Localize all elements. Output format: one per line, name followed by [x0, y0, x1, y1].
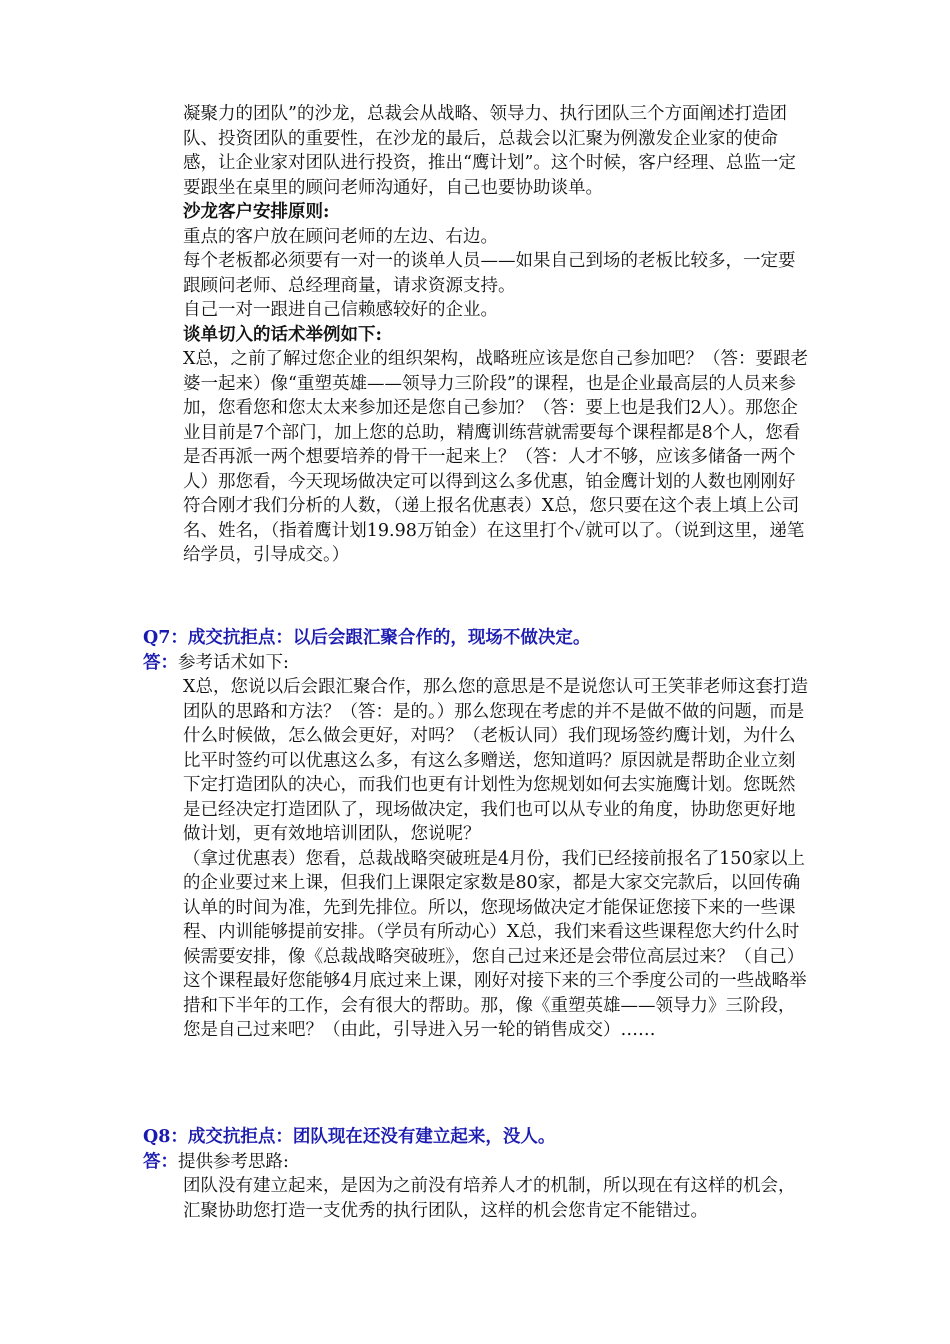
rule-item-2: 每个老板都必须要有一对一的谈单人员——如果自己到场的老板比较多，一定要跟顾问老师、总经理商量，请求资源支持。	[183, 251, 796, 296]
q7-paragraph-1: X总，您说以后会跟汇聚合作，那么您的意思是不是说您认可王笑菲老师这套打造团队的思路和方法？（答：是的。）那么您现在考虑的并不是做不做的问题，而是什么时候做，怎么做会更好，对吗？（老板认同）我们现场签约鹰计划，为什么比平时签约可以优惠这么多，有这么多赠送，您知道吗？原因就是帮助企业立刻下定打造团队的决心，而我们也更有计划性为您规划如何去实施鹰计划。您既然是已经决定打造团队了，现场做决定，我们也可以从专业的角度，协助您更好地做计划，更有效地培训团队，您说呢？	[183, 677, 808, 844]
q7-paragraph-2: （拿过优惠表）您看，总裁战略突破班是4月份，我们已经接前报名了150家以上的企业要过来上课，但我们上课限定家数是80家，都是大家交完款后，以回传确认单的时间为准，先到先排位。所以，您现场做决定才能保证您接下来的一些课程、内训能够提前安排。（学员有所动心）X总，我们来看这些课程您大约什么时候需要安排，像《总裁战略突破班》，您自己过来还是会带位高层过来？（自己）这个课程最好您能够4月底过来上课，刚好对接下来的三个季度公司的一些战略举措和下半年的工作，会有很大的帮助。那，像《重塑英雄——领导力》三阶段，您是自己过来吧？（由此，引导进入另一轮的销售成交）……	[183, 848, 807, 1040]
q7-answer-lead-text: 参考话术如下:	[178, 652, 289, 673]
q7-question: Q7：成交抗拒点：以后会跟汇聚合作的，现场不做决定。	[143, 628, 591, 648]
q8-paragraph-1: 团队没有建立起来，是因为之前没有培养人才的机制，所以现在有这样的机会，汇聚协助您打造一支优秀的执行团队，这样的机会您肯定不能错过。	[183, 1176, 796, 1221]
q8-answer-tag: 答：	[143, 1151, 178, 1172]
q8-answer-lead	[143, 1150, 809, 1175]
top-section	[183, 102, 809, 568]
salon-rules-heading: 沙龙客户安排原则:	[183, 202, 330, 222]
q8-question: Q8：成交抗拒点：团队现在还没有建立起来，没人。	[143, 1127, 556, 1147]
intro-paragraph: 凝聚力的团队”的沙龙，总裁会从战略、领导力、执行团队三个方面阐述打造团队、投资团队的重要性，在沙龙的最后，总裁会以汇聚为例激发企业家的使命感，让企业家对团队进行投资，推出“鹰计划”。这个时候，客户经理、总监一定要跟坐在桌里的顾问老师沟通好，自己也要协助谈单。	[183, 104, 796, 198]
script-paragraph: X总，之前了解过您企业的组织架构，战略班应该是您自己参加吧？（答：要跟老婆一起来）像“重塑英雄——领导力三阶段”的课程，也是企业最高层的人员来参加，您看您和您太太来参加还是您自己参加？（答：要上也是我们2人）。那您企业目前是7个部门，加上您的总助，精鹰训练营就需要每个课程都是8个人，您看是否再派一两个想要培养的骨干一起来上？（答：人才不够，应该多储备一两个人）那您看，今天现场做决定可以得到这么多优惠，铂金鹰计划的人数也刚刚好符合刚才我们分析的人数，（递上报名优惠表）X总，您只要在这个表上填上公司名、姓名，（指着鹰计划19.98万铂金）在这里打个✓就可以了。（说到这里，递笔给学员，引导成交。）	[183, 349, 808, 565]
rule-item-3: 自己一对一跟进自己信赖感较好的企业。	[183, 300, 498, 320]
q7-answer-lead	[143, 651, 809, 676]
q8-section	[143, 1125, 809, 1223]
rule-item-1: 重点的客户放在顾问老师的左边、右边。	[183, 226, 498, 247]
q7-section	[143, 626, 809, 1043]
q7-answer-tag: 答：	[143, 652, 178, 673]
script-heading: 谈单切入的话术举例如下:	[183, 324, 382, 345]
q8-answer-lead-text: 提供参考思路:	[178, 1151, 289, 1172]
